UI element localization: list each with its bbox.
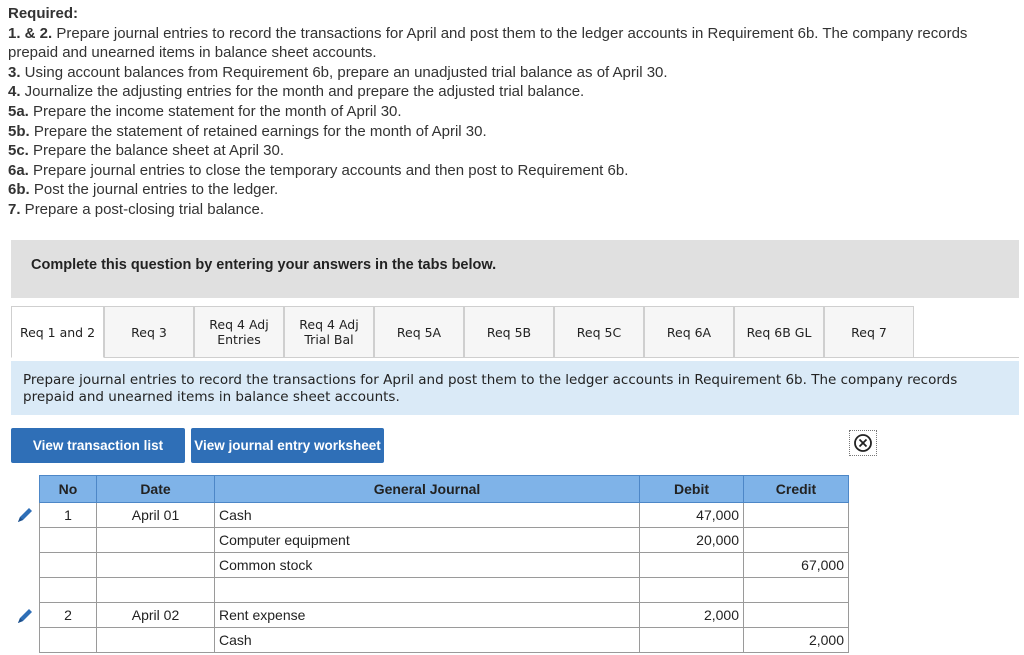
cell-account[interactable]: Cash [215,503,640,528]
cell-debit[interactable] [640,578,744,603]
requirement-item: 4. Journalize the adjusting entries for the month and prepare the adjusted trial balance. [8,83,585,101]
tab-req-6a[interactable]: Req 6A [644,306,734,358]
cell-account[interactable]: Common stock [215,553,640,578]
table-row [40,503,849,528]
cell-credit[interactable] [744,528,849,553]
cell-account[interactable]: Rent expense [215,603,640,628]
cell-date[interactable] [97,553,215,578]
cell-debit[interactable] [640,553,744,578]
cell-debit[interactable]: 47,000 [640,503,744,528]
table-row [40,553,849,578]
cell-credit[interactable] [744,578,849,603]
table-row [40,603,849,628]
cell-debit[interactable] [640,628,744,653]
tab-req-5c[interactable]: Req 5C [554,306,644,358]
cell-no: 2 [40,603,97,628]
requirement-item: 3. Using account balances from Requirement 6b, prepare an unadjusted trial balance as of April 30. [8,63,668,81]
tab-req-3[interactable]: Req 3 [104,306,194,358]
general-journal-table [39,475,849,653]
table-row [40,628,849,653]
requirements-block [8,4,1013,220]
edit-pencil-icon[interactable] [15,505,35,525]
header-general-journal: General Journal [215,476,640,503]
close-icon[interactable] [849,430,877,456]
requirement-item: 5a. Prepare the income statement for the month of April 30. [8,102,402,120]
cell-date[interactable]: April 01 [97,503,215,528]
cell-date[interactable] [97,628,215,653]
tab-req-5b[interactable]: Req 5B [464,306,554,358]
cell-date[interactable]: April 02 [97,603,215,628]
tab-req-4-adj-trial-bal[interactable]: Req 4 Adj Trial Bal [284,306,374,358]
cell-no [40,578,97,603]
cell-account[interactable]: Cash [215,628,640,653]
tab-bar [11,306,1019,358]
view-journal-entry-worksheet-button[interactable]: View journal entry worksheet [191,428,384,463]
cell-credit[interactable] [744,503,849,528]
table-row [40,528,849,553]
tab-instruction: Prepare journal entries to record the transactions for April and post them to the ledger accounts in Requirement 6b. The company records prepaid and unearned items in balance sheet accounts. [11,361,1019,415]
requirement-item: 5c. Prepare the balance sheet at April 30. [8,142,285,160]
requirements-title: Required: [8,5,79,22]
cell-account[interactable] [215,578,640,603]
edit-pencil-icon[interactable] [15,606,35,626]
header-debit: Debit [640,476,744,503]
cell-credit[interactable]: 2,000 [744,628,849,653]
cell-no [40,528,97,553]
requirement-item: 6b. Post the journal entries to the ledger. [8,181,279,199]
requirement-item: 1. & 2. Prepare journal entries to record the transactions for April and post them to the ledger accounts in Requirement 6b. The company records prepaid and unearned items in balance sheet accounts. [8,24,968,62]
banner-text: Complete this question by entering your answers in the tabs below. [31,257,497,273]
requirement-item: 5b. Prepare the statement of retained earnings for the month of April 30. [8,122,487,140]
cell-no: 1 [40,503,97,528]
cell-date[interactable] [97,578,215,603]
cell-no [40,553,97,578]
cell-credit[interactable]: 67,000 [744,553,849,578]
cell-debit[interactable]: 20,000 [640,528,744,553]
tab-req-6b-gl[interactable]: Req 6B GL [734,306,824,358]
requirement-item: 6a. Prepare journal entries to close the temporary accounts and then post to Requirement 6b. [8,161,629,179]
tab-req-4-adj-entries[interactable]: Req 4 Adj Entries [194,306,284,358]
cell-account[interactable]: Computer equipment [215,528,640,553]
requirement-item: 7. Prepare a post-closing trial balance. [8,200,264,218]
tab-req-7[interactable]: Req 7 [824,306,914,358]
cell-credit[interactable] [744,603,849,628]
tab-divider [104,357,1019,358]
cell-date[interactable] [97,528,215,553]
view-transaction-list-button[interactable]: View transaction list [11,428,185,463]
tab-req-5a[interactable]: Req 5A [374,306,464,358]
cell-no [40,628,97,653]
table-header-row [40,476,849,503]
header-credit: Credit [744,476,849,503]
cell-debit[interactable]: 2,000 [640,603,744,628]
tab-req-1-and-2[interactable]: Req 1 and 2 [11,306,104,358]
header-no: No [40,476,97,503]
instructions-banner [11,240,1019,298]
table-row [40,578,849,603]
header-date: Date [97,476,215,503]
